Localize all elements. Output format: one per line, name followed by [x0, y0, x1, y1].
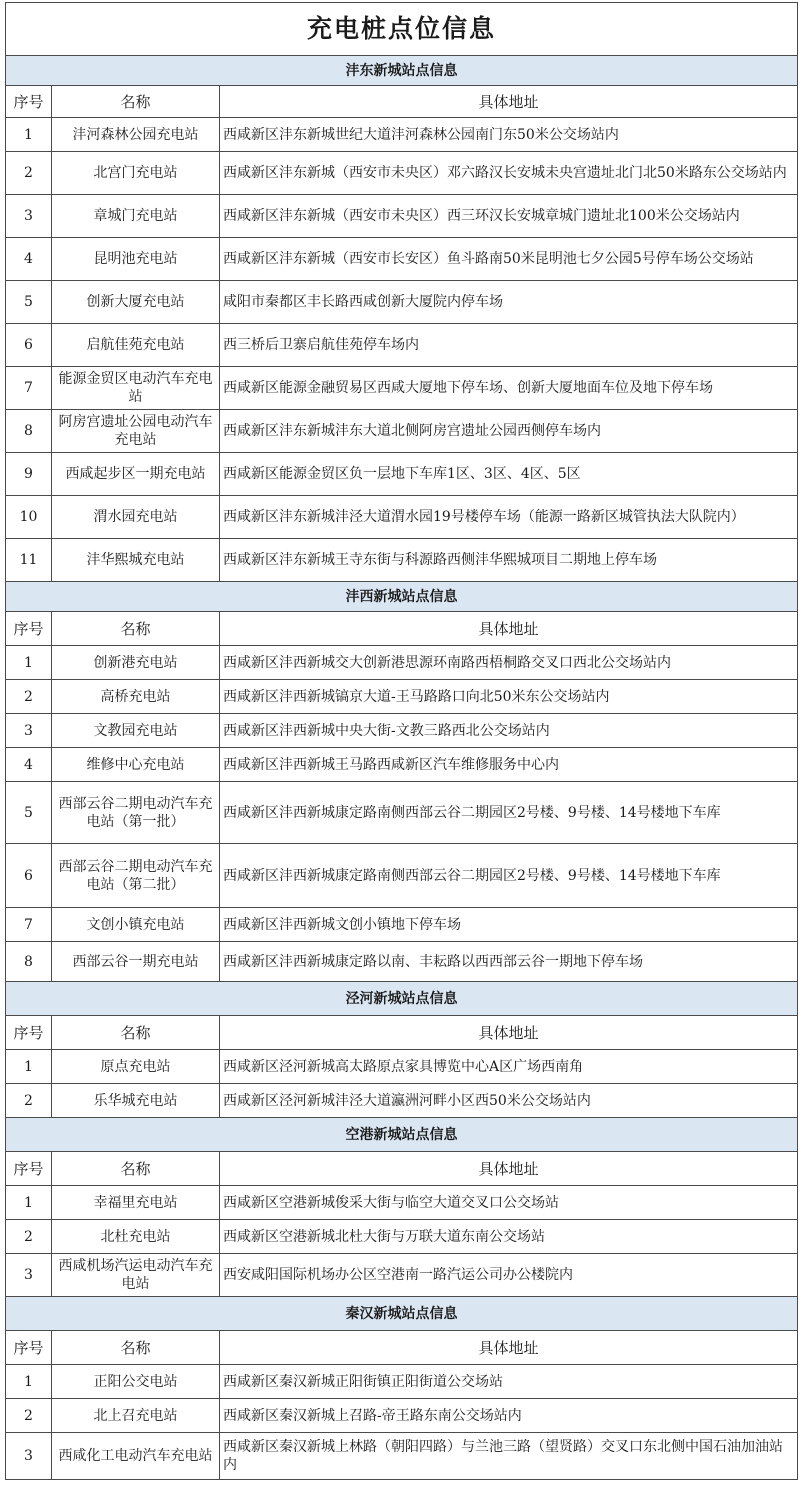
column-header-address: 具体地址 [220, 612, 798, 646]
column-header-seq: 序号 [6, 1331, 52, 1365]
column-header-seq: 序号 [6, 1152, 52, 1186]
station-address: 西咸新区沣西新城王马路西咸新区汽车维修服务中心内 [220, 748, 798, 782]
station-name: 章城门充电站 [52, 195, 220, 238]
station-address: 西咸新区秦汉新城正阳街镇正阳街道公交场站 [220, 1365, 798, 1399]
section-row [6, 982, 798, 1016]
row-seq: 8 [6, 410, 52, 453]
table-row [6, 942, 798, 982]
row-seq: 9 [6, 453, 52, 496]
row-seq: 2 [6, 1399, 52, 1433]
table-row [6, 1220, 798, 1254]
station-name: 西部云谷一期充电站 [52, 942, 220, 982]
column-header-row [6, 1152, 798, 1186]
row-seq: 1 [6, 646, 52, 680]
station-address: 西咸新区空港新城俊采大街与临空大道交叉口公交场站 [220, 1186, 798, 1220]
row-seq: 5 [6, 281, 52, 324]
station-address: 西咸新区沣西新城中央大街-文教三路西北公交场站内 [220, 714, 798, 748]
row-seq: 4 [6, 748, 52, 782]
station-address: 西咸新区沣西新城文创小镇地下停车场 [220, 908, 798, 942]
station-name: 启航佳苑充电站 [52, 324, 220, 367]
column-header-address: 具体地址 [220, 1152, 798, 1186]
column-header-name: 名称 [52, 1152, 220, 1186]
station-address: 西咸新区沣西新城镐京大道-王马路路口向北50米东公交场站内 [220, 680, 798, 714]
table-row [6, 844, 798, 908]
column-header-address: 具体地址 [220, 86, 798, 118]
column-header-row [6, 86, 798, 118]
station-address: 西咸新区能源金融贸易区西咸大厦地下停车场、创新大厦地面车位及地下停车场 [220, 367, 798, 410]
column-header-address: 具体地址 [220, 1016, 798, 1050]
station-name: 文创小镇充电站 [52, 908, 220, 942]
column-header-seq: 序号 [6, 612, 52, 646]
row-seq: 11 [6, 539, 52, 582]
section-title: 沣西新城站点信息 [6, 582, 798, 612]
station-address: 西咸新区沣东新城沣东大道北侧阿房宫遗址公园西侧停车场内 [220, 410, 798, 453]
section-title: 沣东新城站点信息 [6, 56, 798, 86]
station-name: 原点充电站 [52, 1050, 220, 1084]
row-seq: 2 [6, 1084, 52, 1118]
row-seq: 6 [6, 844, 52, 908]
column-header-row [6, 612, 798, 646]
station-name: 西咸机场汽运电动汽车充电站 [52, 1254, 220, 1297]
station-name: 创新大厦充电站 [52, 281, 220, 324]
table-row [6, 1186, 798, 1220]
row-seq: 1 [6, 1186, 52, 1220]
station-address: 西咸新区沣西新城交大创新港思源环南路西梧桐路交叉口西北公交场站内 [220, 646, 798, 680]
column-header-name: 名称 [52, 1331, 220, 1365]
table-row [6, 410, 798, 453]
station-address: 西安咸阳国际机场办公区空港南一路汽运公司办公楼院内 [220, 1254, 798, 1297]
station-name: 高桥充电站 [52, 680, 220, 714]
station-name: 创新港充电站 [52, 646, 220, 680]
row-seq: 3 [6, 1254, 52, 1297]
charging-station-table [5, 2, 798, 1480]
section-title: 空港新城站点信息 [6, 1118, 798, 1152]
row-seq: 2 [6, 680, 52, 714]
station-name: 北宫门充电站 [52, 152, 220, 195]
table-row [6, 714, 798, 748]
station-name: 西部云谷二期电动汽车充电站（第二批） [52, 844, 220, 908]
table-row [6, 908, 798, 942]
station-name: 西部云谷二期电动汽车充电站（第一批） [52, 782, 220, 844]
station-address: 西咸新区空港新城北杜大街与万联大道东南公交场站 [220, 1220, 798, 1254]
section-title: 秦汉新城站点信息 [6, 1297, 798, 1331]
column-header-address: 具体地址 [220, 1331, 798, 1365]
station-address: 西咸新区泾河新城高太路原点家具博览中心A区广场西南角 [220, 1050, 798, 1084]
row-seq: 7 [6, 367, 52, 410]
station-name: 西咸化工电动汽车充电站 [52, 1433, 220, 1480]
table-row [6, 782, 798, 844]
table-row [6, 367, 798, 410]
row-seq: 3 [6, 195, 52, 238]
table-row [6, 453, 798, 496]
station-address: 西咸新区沣西新城康定路南侧西部云谷二期园区2号楼、9号楼、14号楼地下车库 [220, 782, 798, 844]
station-address: 西咸新区沣东新城（西安市未央区）邓六路汉长安城未央宫遗址北门北50米路东公交场站内 [220, 152, 798, 195]
station-name: 幸福里充电站 [52, 1186, 220, 1220]
section-row [6, 1297, 798, 1331]
station-name: 能源金贸区电动汽车充电站 [52, 367, 220, 410]
table-row [6, 680, 798, 714]
table-row [6, 1254, 798, 1297]
station-address: 西咸新区沣东新城王寺东街与科源路西侧沣华熙城项目二期地上停车场 [220, 539, 798, 582]
table-row [6, 195, 798, 238]
row-seq: 10 [6, 496, 52, 539]
station-name: 维修中心充电站 [52, 748, 220, 782]
row-seq: 8 [6, 942, 52, 982]
row-seq: 3 [6, 714, 52, 748]
table-row [6, 1399, 798, 1433]
table-row [6, 646, 798, 680]
station-address: 西咸新区秦汉新城上召路-帝王路东南公交场站内 [220, 1399, 798, 1433]
table-row [6, 748, 798, 782]
station-address: 西咸新区泾河新城沣泾大道瀛洲河畔小区西50米公交场站内 [220, 1084, 798, 1118]
row-seq: 5 [6, 782, 52, 844]
column-header-name: 名称 [52, 86, 220, 118]
table-row [6, 118, 798, 152]
column-header-name: 名称 [52, 1016, 220, 1050]
station-address: 西咸新区沣东新城（西安市未央区）西三环汉长安城章城门遗址北100米公交场站内 [220, 195, 798, 238]
station-name: 西咸起步区一期充电站 [52, 453, 220, 496]
table-row [6, 238, 798, 281]
station-name: 阿房宫遗址公园电动汽车充电站 [52, 410, 220, 453]
station-address: 西咸新区沣东新城沣泾大道渭水园19号楼停车场（能源一路新区城管执法大队院内） [220, 496, 798, 539]
station-name: 北杜充电站 [52, 1220, 220, 1254]
table-row [6, 1433, 798, 1480]
table-row [6, 152, 798, 195]
station-name: 乐华城充电站 [52, 1084, 220, 1118]
station-address: 西咸新区沣西新城康定路以南、丰耘路以西西部云谷一期地下停车场 [220, 942, 798, 982]
table-row [6, 539, 798, 582]
column-header-row [6, 1016, 798, 1050]
column-header-name: 名称 [52, 612, 220, 646]
station-address: 咸阳市秦都区丰长路西咸创新大厦院内停车场 [220, 281, 798, 324]
row-seq: 2 [6, 152, 52, 195]
station-name: 正阳公交电站 [52, 1365, 220, 1399]
title-row [6, 3, 798, 56]
station-address: 西三桥后卫寨启航佳苑停车场内 [220, 324, 798, 367]
table-row [6, 496, 798, 539]
station-name: 沣河森林公园充电站 [52, 118, 220, 152]
station-name: 沣华熙城充电站 [52, 539, 220, 582]
table-row [6, 324, 798, 367]
station-address: 西咸新区秦汉新城上林路（朝阳四路）与兰池三路（望贤路）交叉口东北侧中国石油加油站内 [220, 1433, 798, 1480]
column-header-seq: 序号 [6, 1016, 52, 1050]
row-seq: 6 [6, 324, 52, 367]
row-seq: 3 [6, 1433, 52, 1480]
row-seq: 2 [6, 1220, 52, 1254]
station-name: 渭水园充电站 [52, 496, 220, 539]
column-header-row [6, 1331, 798, 1365]
column-header-seq: 序号 [6, 86, 52, 118]
section-row [6, 582, 798, 612]
table-row [6, 1365, 798, 1399]
section-row [6, 56, 798, 86]
station-name: 昆明池充电站 [52, 238, 220, 281]
station-address: 西咸新区能源金贸区负一层地下车库1区、3区、4区、5区 [220, 453, 798, 496]
row-seq: 1 [6, 1050, 52, 1084]
page-title: 充电桩点位信息 [6, 3, 798, 56]
station-address: 西咸新区沣东新城（西安市长安区）鱼斗路南50米昆明池七夕公园5号停车场公交场站 [220, 238, 798, 281]
row-seq: 1 [6, 1365, 52, 1399]
station-address: 西咸新区沣西新城康定路南侧西部云谷二期园区2号楼、9号楼、14号楼地下车库 [220, 844, 798, 908]
station-name: 文教园充电站 [52, 714, 220, 748]
row-seq: 1 [6, 118, 52, 152]
station-name: 北上召充电站 [52, 1399, 220, 1433]
section-row [6, 1118, 798, 1152]
table-row [6, 1084, 798, 1118]
table-row [6, 1050, 798, 1084]
row-seq: 7 [6, 908, 52, 942]
station-address: 西咸新区沣东新城世纪大道沣河森林公园南门东50米公交场站内 [220, 118, 798, 152]
row-seq: 4 [6, 238, 52, 281]
section-title: 泾河新城站点信息 [6, 982, 798, 1016]
table-row [6, 281, 798, 324]
